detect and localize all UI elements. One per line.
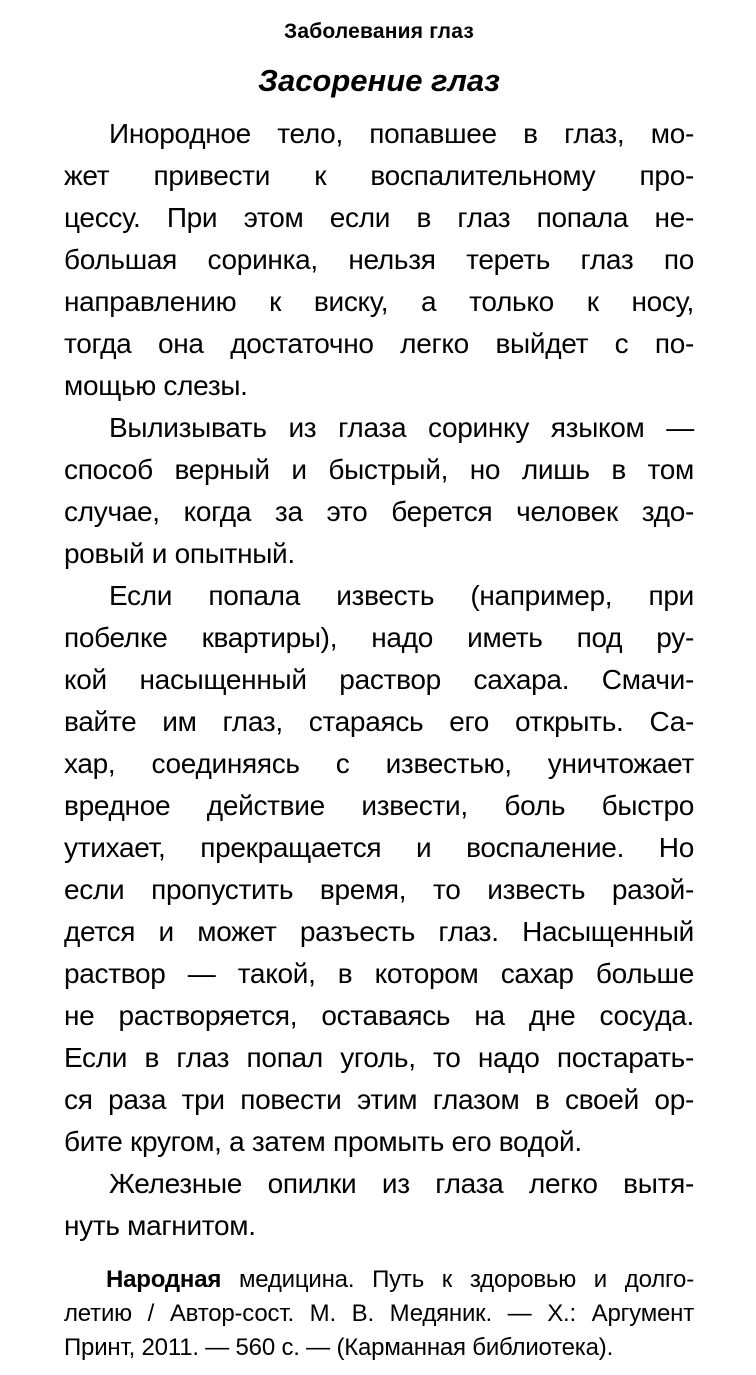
text-line: Если в глаз попал уголь, то надо постарать- bbox=[64, 1042, 694, 1073]
text-line: способ верный и быстрый, но лишь в том bbox=[64, 454, 694, 485]
footer-citation bbox=[64, 1263, 694, 1365]
footer-bold-text: Народная bbox=[106, 1266, 222, 1293]
text-line: дется и может разъесть глаз. Насыщенный bbox=[64, 916, 694, 947]
body-paragraph bbox=[64, 407, 694, 575]
text-line: кой насыщенный раствор сахара. Смачи- bbox=[64, 664, 694, 695]
text-line: утихает, прекращается и воспаление. Но bbox=[64, 832, 694, 863]
text-line: не растворяется, оставаясь на дне сосуда. bbox=[64, 1000, 694, 1031]
text-line: вайте им глаз, стараясь его открыть. Са- bbox=[64, 706, 694, 737]
text-line: тогда она достаточно легко выйдет с по- bbox=[64, 328, 694, 359]
text-line: побелке квартиры), надо иметь под ру- bbox=[64, 622, 694, 653]
body-paragraph bbox=[64, 575, 694, 1163]
text-line: Вылизывать из глаза соринку языком — bbox=[109, 412, 694, 443]
text-line: если пропустить время, то известь разой- bbox=[64, 874, 694, 905]
text-line: большая соринка, нельзя тереть глаз по bbox=[64, 244, 694, 275]
text-line: цессу. При этом если в глаз попала не- bbox=[64, 202, 694, 233]
text-line: ровый и опытный. bbox=[64, 538, 295, 569]
text-line: Железные опилки из глаза легко вытя- bbox=[109, 1168, 694, 1199]
footer-line bbox=[64, 1331, 694, 1365]
text-line: Инородное тело, попавшее в глаз, мо- bbox=[109, 118, 694, 149]
text-line: направлению к виску, а только к носу, bbox=[64, 286, 694, 317]
text-line: хар, соединяясь с известью, уничтожает bbox=[64, 748, 694, 779]
text-line: случае, когда за это берется человек здо- bbox=[64, 496, 694, 527]
text-line: мощью слезы. bbox=[64, 370, 248, 401]
footer-text: Принт, 2011. — 560 с. — (Карманная библиотека). bbox=[64, 1334, 614, 1361]
footer-line bbox=[64, 1263, 694, 1297]
text-line: ся раза три повести этим глазом в своей ор- bbox=[64, 1084, 694, 1115]
text-line: вредное действие извести, боль быстро bbox=[64, 790, 694, 821]
running-head: Заболевания глаз bbox=[284, 20, 474, 43]
footer-line bbox=[64, 1297, 694, 1331]
section-title: Засорение глаз bbox=[258, 63, 500, 98]
body-text bbox=[64, 113, 694, 1247]
footer-text: летию / Автор-сост. М. В. Медяник. — Х.: Аргумент bbox=[64, 1300, 694, 1327]
text-line: бите кругом, а затем промыть его водой. bbox=[64, 1126, 582, 1157]
text-line: нуть магнитом. bbox=[64, 1210, 256, 1241]
text-line: жет привести к воспалительному про- bbox=[64, 160, 694, 191]
text-line: раствор — такой, в котором сахар больше bbox=[64, 958, 694, 989]
body-paragraph bbox=[64, 1163, 694, 1247]
body-paragraph bbox=[64, 113, 694, 407]
text-line: Если попала известь (например, при bbox=[109, 580, 694, 611]
footer-text: медицина. Путь к здоровью и долго- bbox=[221, 1266, 694, 1293]
